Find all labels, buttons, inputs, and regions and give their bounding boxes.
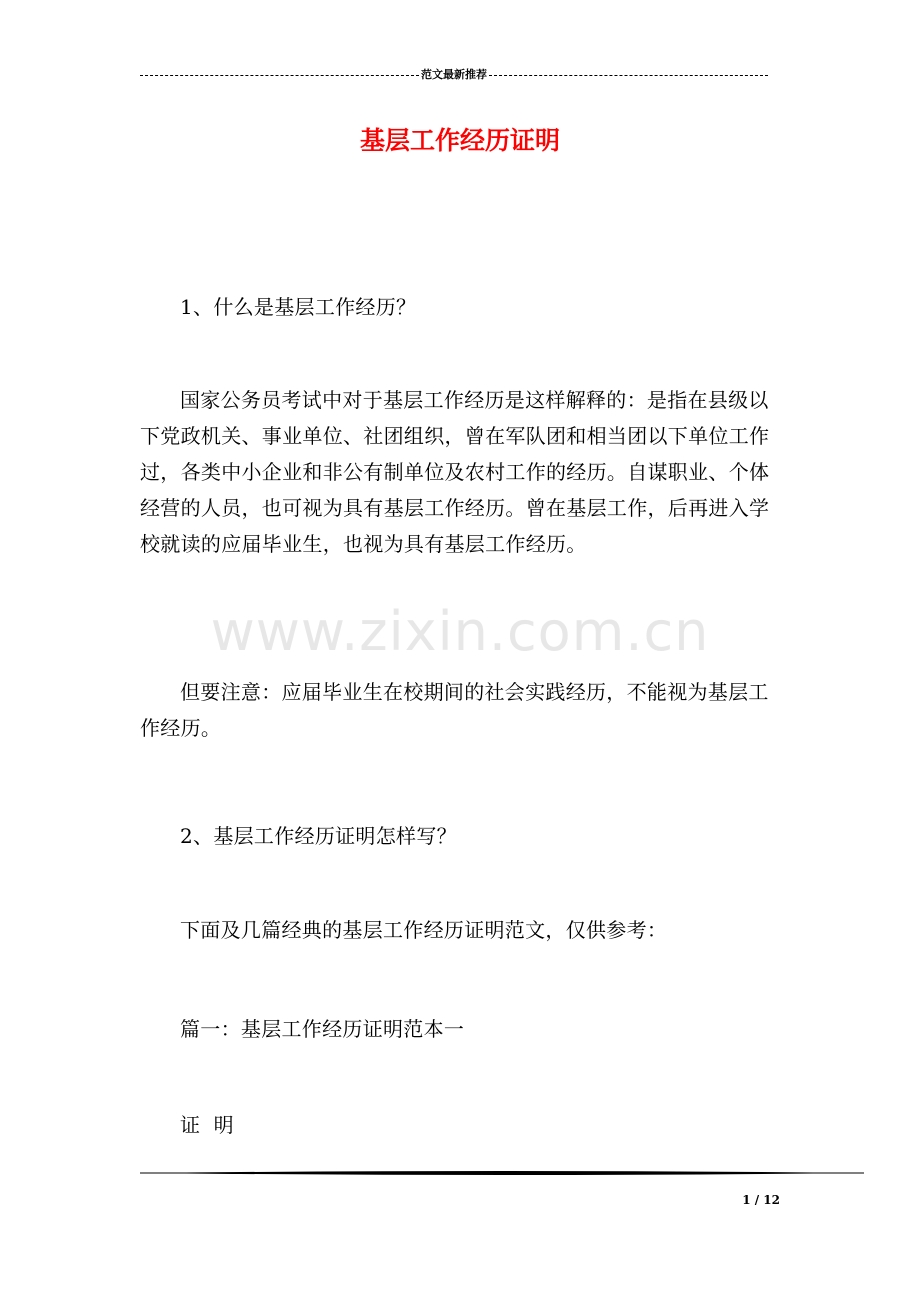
document-title: 基层工作经历证明 (359, 126, 560, 155)
paragraph-question-1: 1、什么是基层工作经历？ (180, 295, 417, 319)
header-dash-right (489, 75, 768, 76)
paragraph-intro: 下面及几篇经典的基层工作经历证明范文，仅供参考： (180, 918, 668, 942)
page-header (140, 68, 768, 82)
paragraph-certificate-heading: 证 明 (180, 1113, 234, 1137)
paragraph-section-1: 篇一：基层工作经历证明范本一 (180, 1017, 465, 1041)
paragraph-definition: 国家公务员考试中对于基层工作经历是这样解释的：是指在县级以下党政机关、事业单位、社团组织，曾在军队团和相当团以下单位工作过，各类中小企业和非公有制单位及农村工作的经历。自谋职业、个体经营的人员，也可视为具有基层工作经历。曾在基层工作，后再进入学校就读的应届毕业生，也视为具有基层工作经历。 (140, 388, 770, 556)
watermark: www.zixin.com.cn (210, 600, 710, 663)
header-label: 范文最新推荐 (421, 68, 487, 81)
paragraph-question-2: 2、基层工作经历证明怎样写？ (180, 824, 457, 848)
header-dash-left (140, 75, 419, 76)
page-number: 1 / 12 (742, 1193, 780, 1207)
paragraph-note: 但要注意：应届毕业生在校期间的社会实践经历，不能视为基层工作经历。 (140, 680, 769, 740)
footer-rule (140, 1168, 864, 1178)
